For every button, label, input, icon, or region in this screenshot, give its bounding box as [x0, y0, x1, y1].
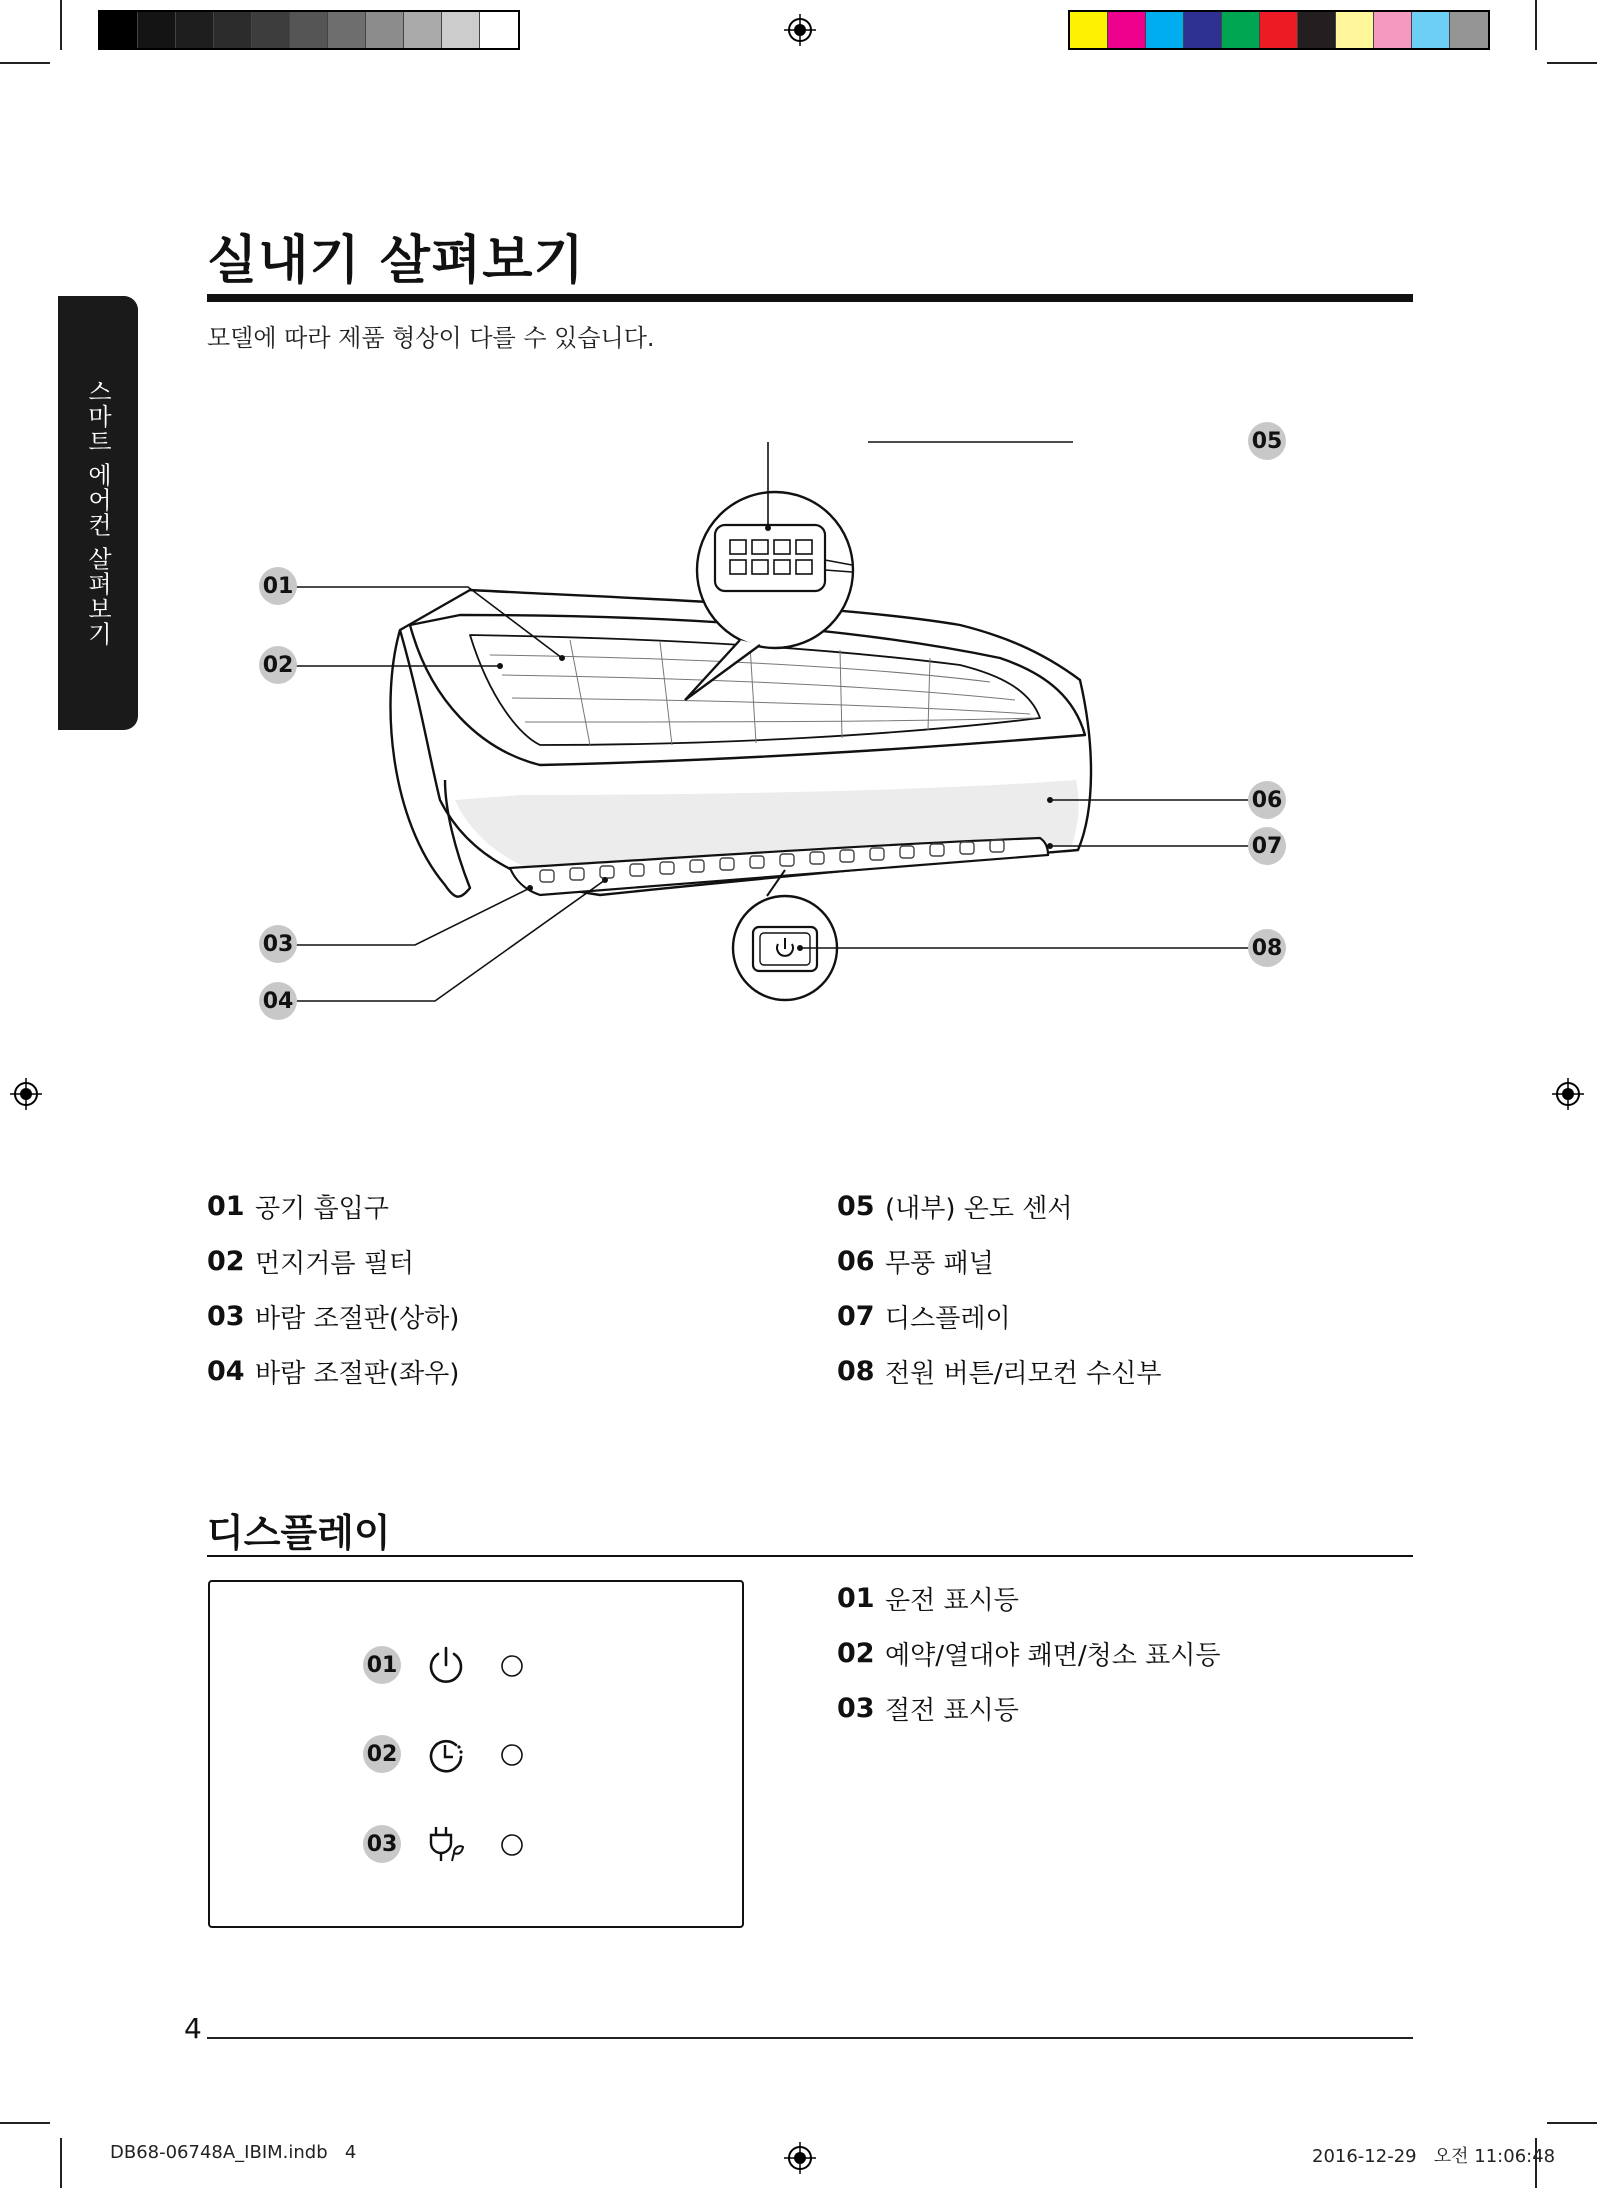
color-swatch — [176, 12, 214, 48]
color-swatch — [138, 12, 176, 48]
section-title: 디스플레이 — [207, 1511, 391, 1555]
legend-label: 공기 흡입구 — [255, 1194, 389, 1224]
footer-divider — [207, 2037, 1413, 2039]
crop-mark — [1547, 62, 1597, 64]
footer-filename: DB68-06748A_IBIM.indb 4 — [110, 2142, 357, 2163]
legend-number: 01 — [837, 1583, 875, 1614]
legend-item — [837, 1298, 1011, 1335]
color-swatch — [328, 12, 366, 48]
display-callout-01: 01 — [363, 1646, 401, 1684]
color-swatch — [252, 12, 290, 48]
display-panel — [208, 1580, 744, 1928]
callout-05: 05 — [1248, 422, 1286, 460]
legend-item — [207, 1298, 459, 1335]
legend-item — [837, 1353, 1161, 1390]
legend-number: 04 — [207, 1356, 245, 1387]
legend-label: 바람 조절판(좌우) — [255, 1359, 460, 1389]
callout-01: 01 — [259, 567, 297, 605]
callout-02: 02 — [259, 646, 297, 684]
legend-number: 03 — [837, 1693, 875, 1724]
legend-label: 디스플레이 — [885, 1304, 1011, 1334]
legend-number: 05 — [837, 1191, 875, 1222]
crop-mark — [1547, 2122, 1597, 2124]
color-swatch — [1146, 12, 1184, 48]
callout-06: 06 — [1248, 781, 1286, 819]
color-swatch — [1298, 12, 1336, 48]
indoor-unit-diagram — [240, 400, 1360, 1040]
display-callout-03: 03 — [363, 1825, 401, 1863]
legend-item — [837, 1243, 994, 1280]
registration-mark-top — [784, 14, 816, 46]
indicator-lamp-01 — [499, 1653, 525, 1679]
crop-mark — [60, 2138, 62, 2188]
legend-number: 01 — [207, 1191, 245, 1222]
legend-number: 03 — [207, 1301, 245, 1332]
page-title: 실내기 살펴보기 — [207, 231, 585, 291]
color-swatch — [1336, 12, 1374, 48]
display-legend-item — [837, 1690, 1019, 1727]
callout-03: 03 — [259, 925, 297, 963]
legend-label: 운전 표시등 — [885, 1586, 1019, 1616]
color-swatch — [1222, 12, 1260, 48]
legend-item — [207, 1353, 459, 1390]
crop-mark — [0, 2122, 50, 2124]
legend-item — [837, 1188, 1073, 1225]
color-swatch — [100, 12, 138, 48]
legend-label: 먼지거름 필터 — [255, 1249, 414, 1279]
callout-04: 04 — [259, 982, 297, 1020]
legend-number: 02 — [837, 1638, 875, 1669]
crop-mark — [0, 62, 50, 64]
timer-icon — [426, 1733, 466, 1775]
color-swatch — [1184, 12, 1222, 48]
legend-label: 절전 표시등 — [885, 1696, 1019, 1726]
color-swatch — [290, 12, 328, 48]
display-legend-item — [837, 1635, 1220, 1672]
page-number: 4 — [184, 2012, 202, 2045]
color-swatch — [1450, 12, 1488, 48]
legend-label: 예약/열대야 쾌면/청소 표시등 — [885, 1641, 1221, 1671]
crop-mark — [1535, 0, 1537, 50]
display-legend-item — [837, 1580, 1019, 1617]
indicator-lamp-02 — [499, 1742, 525, 1768]
color-swatch — [404, 12, 442, 48]
legend-number: 02 — [207, 1246, 245, 1277]
color-swatch — [480, 12, 518, 48]
power-icon — [426, 1644, 466, 1686]
legend-label: 바람 조절판(상하) — [255, 1304, 460, 1334]
legend-number: 06 — [837, 1246, 875, 1277]
crop-mark — [60, 0, 62, 50]
color-swatch — [366, 12, 404, 48]
color-swatch — [1108, 12, 1146, 48]
callout-08: 08 — [1248, 929, 1286, 967]
color-swatch — [442, 12, 480, 48]
footer-timestamp: 2016-12-29 오전 11:06:48 — [1312, 2146, 1556, 2167]
color-swatch — [214, 12, 252, 48]
callout-07: 07 — [1248, 827, 1286, 865]
gray-color-bar — [98, 10, 520, 50]
page-subtitle: 모델에 따라 제품 형상이 다를 수 있습니다. — [207, 324, 655, 352]
indicator-lamp-03 — [499, 1832, 525, 1858]
color-swatch — [1070, 12, 1108, 48]
legend-label: 전원 버튼/리모컨 수신부 — [885, 1359, 1162, 1389]
side-tab-label-wrap — [58, 296, 138, 730]
legend-number: 07 — [837, 1301, 875, 1332]
color-swatch — [1260, 12, 1298, 48]
registration-mark-left — [10, 1078, 42, 1110]
color-swatch — [1412, 12, 1450, 48]
legend-item — [207, 1188, 389, 1225]
color-swatch — [1374, 12, 1412, 48]
section-divider — [207, 1555, 1413, 1557]
legend-number: 08 — [837, 1356, 875, 1387]
registration-mark-bottom — [784, 2142, 816, 2174]
color-bar — [1068, 10, 1490, 50]
legend-item — [207, 1243, 414, 1280]
registration-mark-right — [1552, 1078, 1584, 1110]
display-callout-02: 02 — [363, 1735, 401, 1773]
legend-label: 무풍 패널 — [885, 1249, 994, 1279]
title-divider — [207, 294, 1413, 302]
side-tab-label: 스마트 에어컨 살펴보기 — [83, 379, 112, 647]
legend-label: (내부) 온도 센서 — [885, 1194, 1073, 1224]
eco-plug-icon — [426, 1823, 466, 1865]
